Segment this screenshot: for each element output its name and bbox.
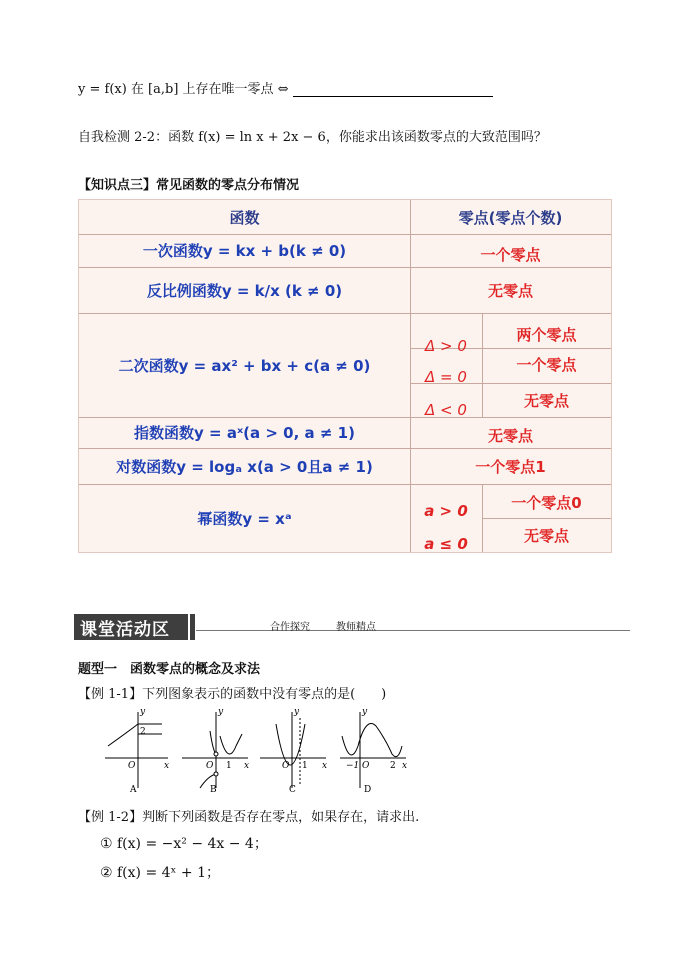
- cond-a-pos: a > 0: [424, 502, 468, 520]
- graph-a: [105, 707, 169, 788]
- zero-quad-two: 两个零点: [516, 325, 577, 344]
- zero-log: 一个零点1: [475, 457, 546, 476]
- func-log: 对数函数y = logₐ x(a > 0且a ≠ 1): [116, 457, 373, 476]
- banner-underline: [196, 630, 630, 631]
- cond-delta-zero: Δ = 0: [425, 368, 467, 386]
- svg-text:y: y: [140, 707, 146, 717]
- zero-quad-one: 一个零点: [516, 355, 577, 374]
- graph-d: [340, 707, 407, 788]
- graph-label-b: B: [210, 785, 217, 795]
- graph-options: [100, 706, 410, 796]
- graph-b: [182, 707, 249, 788]
- section-sub2: 教师精点: [336, 622, 376, 633]
- self-check: 自我检测 2-2：函数 f(x) = ln x + 2x − 6，你能求出该函数零点的大致范围吗？: [78, 130, 547, 145]
- example-1-1: 【例 1-1】下列图象表示的函数中没有零点的是( ): [78, 687, 387, 702]
- svg-text:2: 2: [140, 727, 146, 737]
- func-inverse: 反比例函数y = k/x (k ≠ 0): [146, 281, 343, 300]
- graph-label-d: D: [364, 785, 372, 795]
- svg-text:−1: −1: [346, 761, 360, 771]
- header-zero: 零点(零点个数): [458, 208, 563, 227]
- func-exponential: 指数函数y = aˣ(a > 0, a ≠ 1): [134, 424, 355, 442]
- section-banner-label: 课堂活动区: [80, 620, 170, 640]
- svg-text:1: 1: [226, 761, 232, 771]
- func-linear: 一次函数y = kx + b(k ≠ 0): [142, 242, 347, 260]
- intro-line1: [78, 78, 493, 97]
- item-2: ② f(x) = 4ˣ + 1；: [100, 865, 221, 881]
- svg-text:2: 2: [390, 761, 396, 771]
- cond-a-nonpos: a ≤ 0: [424, 535, 468, 553]
- section-sub1: 合作探究: [270, 622, 310, 633]
- cond-delta-neg: Δ < 0: [425, 401, 467, 419]
- zero-power-none: 无零点: [523, 526, 569, 545]
- svg-text:O: O: [282, 761, 290, 771]
- zero-inverse: 无零点: [487, 281, 533, 300]
- zero-power-zero: 一个零点0: [511, 493, 582, 512]
- func-quadratic: 二次函数y = ax² + bx + c(a ≠ 0): [118, 356, 371, 375]
- header-func: 函数: [229, 208, 260, 227]
- svg-text:1: 1: [302, 761, 308, 771]
- graph-label-a: A: [130, 785, 137, 795]
- svg-text:x: x: [244, 761, 250, 771]
- answer-blank: [293, 86, 493, 97]
- zero-exponential: 无零点: [487, 427, 533, 445]
- graph-svg: [100, 706, 410, 796]
- graph-label-c: C: [289, 785, 296, 795]
- zero-quad-none: 无零点: [523, 391, 569, 410]
- svg-text:x: x: [322, 761, 328, 771]
- svg-text:x: x: [402, 761, 408, 771]
- knowledge-title: 【知识点三】常见函数的零点分布情况: [78, 178, 300, 193]
- svg-text:y: y: [294, 707, 300, 717]
- banner-accent: [190, 614, 195, 640]
- svg-text:x: x: [164, 761, 170, 771]
- question-type-1: 题型一 函数零点的概念及求法: [78, 662, 261, 677]
- graph-c: [260, 707, 327, 788]
- zero-distribution-table: [78, 199, 612, 553]
- svg-text:y: y: [218, 707, 224, 717]
- svg-text:y: y: [362, 707, 368, 717]
- intro-line1-text: y = f(x) 在 [a,b] 上存在唯一零点 ⇔: [78, 82, 289, 97]
- func-power: 幂函数y = xᵃ: [197, 509, 292, 528]
- svg-text:O: O: [128, 761, 136, 771]
- cond-delta-pos: Δ > 0: [425, 337, 467, 355]
- svg-text:O: O: [206, 761, 214, 771]
- example-1-2: 【例 1-2】判断下列函数是否存在零点，如果存在，请求出.: [78, 810, 420, 825]
- svg-text:O: O: [362, 761, 370, 771]
- zero-linear: 一个零点: [480, 246, 541, 264]
- item-1: ① f(x) = −x² − 4x − 4；: [100, 836, 268, 852]
